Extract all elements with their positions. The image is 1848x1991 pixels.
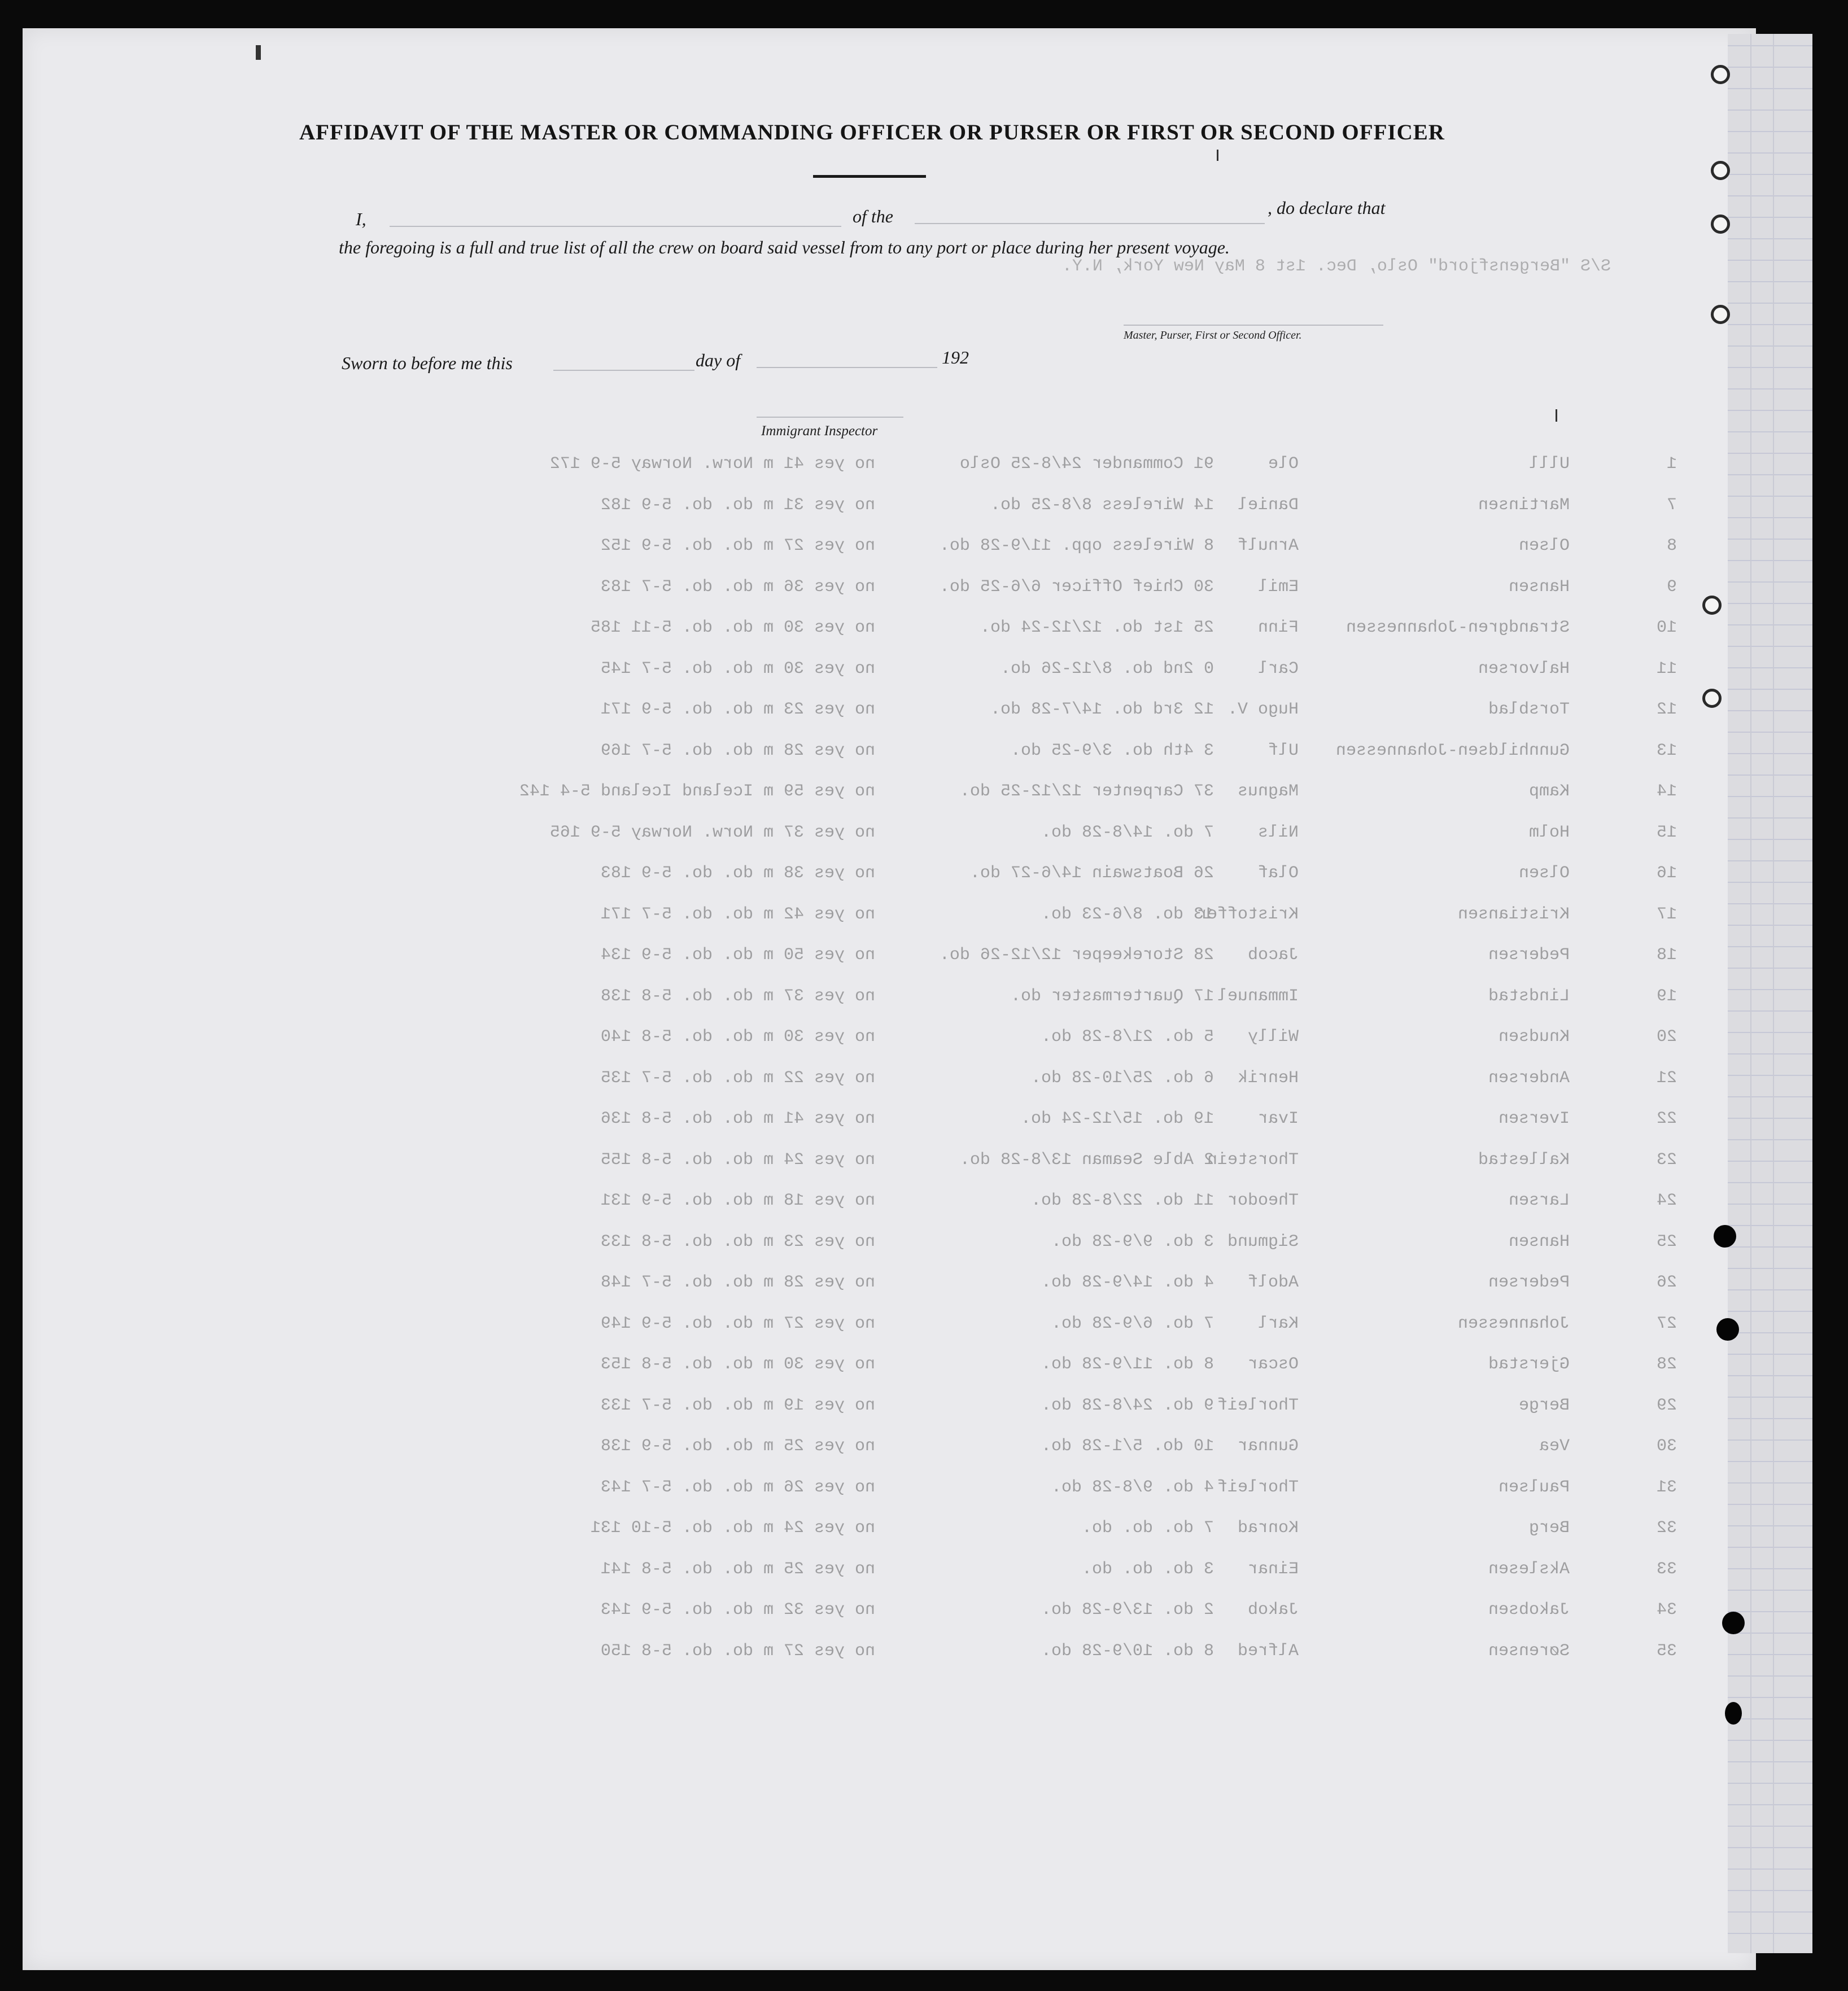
bleed-row-surname: Ulll [1528, 454, 1570, 474]
bleed-row-col: 25 1st do. 12/12-24 do. [980, 618, 1214, 637]
bleed-row-data: no yes 41 m Norw. Norway 5-9 172 [549, 454, 875, 474]
bleed-row-col: 4 do. 14/9-28 do. [1041, 1273, 1214, 1292]
punch-dot [1725, 1702, 1742, 1725]
inspector-caption: Immigrant Inspector [761, 423, 878, 439]
bleed-row-surname: Jakobsen [1488, 1600, 1570, 1620]
bleed-row-surname: Paulsen [1498, 1477, 1570, 1497]
bleed-row-data: no yes 22 m do. do. 5-7 135 [600, 1068, 875, 1088]
bleed-row-data: no yes 36 m do. do. 5-7 183 [600, 577, 875, 597]
bleed-row-col: 10 do. 5/1-28 do. [1041, 1437, 1214, 1456]
declare-label: , do declare that [1268, 198, 1386, 218]
bleed-row-col: 2 Able Seaman 13/8-28 do. [959, 1150, 1214, 1170]
year-prefix: 192 [942, 347, 969, 367]
bleed-row-no: 27 [1656, 1314, 1677, 1333]
bleed-row-no: 11 [1656, 659, 1677, 679]
bleed-row-no: 32 [1656, 1519, 1677, 1538]
bleed-row-data: no yes 30 m do. do. 5-7 145 [600, 659, 875, 679]
punch-dot [1716, 1318, 1739, 1341]
bleed-row-data: no yes 59 m Iceland Iceland 5-4 142 [519, 782, 875, 801]
bleed-row-given: Konrad [1237, 1519, 1299, 1538]
bleed-row-given: Jacob [1247, 946, 1299, 965]
bleed-row-given: Einar [1247, 1559, 1299, 1579]
bleed-row-data: no yes 30 m do. do. 5-8 140 [600, 1027, 875, 1047]
punch-dot [1714, 1225, 1736, 1248]
bleed-row-data: no yes 24 m do. do. 5-8 155 [600, 1150, 875, 1170]
bleed-row-data: no yes 26 m do. do. 5-7 143 [600, 1477, 875, 1497]
punch-hole [1711, 305, 1730, 324]
bleed-row-given: Oscar [1247, 1355, 1299, 1374]
bleed-row-given: Thorstein [1207, 1150, 1299, 1170]
bleed-row-data: no yes 25 m do. do. 5-9 138 [600, 1437, 875, 1456]
bleed-row-surname: Halvorsen [1478, 659, 1570, 679]
bleed-row-surname: Larsen [1508, 1191, 1570, 1210]
bleed-row-surname: Hansen [1508, 1232, 1570, 1252]
bleed-row-given: Gunnar [1237, 1437, 1299, 1456]
punch-dot [1722, 1612, 1745, 1634]
bleed-row-col: 28 Storekeeper 12/12-26 do. [939, 946, 1214, 965]
bleed-row-given: Theodor [1227, 1191, 1299, 1210]
bleed-row-no: 34 [1656, 1600, 1677, 1620]
bleed-row-given: Arnulf [1237, 536, 1299, 555]
punch-hole [1711, 215, 1730, 234]
bleed-row-no: 1 [1666, 454, 1677, 474]
bleed-row-given: Karl [1257, 1314, 1299, 1333]
bleed-row-data: no yes 37 m do. do. 5-8 138 [600, 986, 875, 1006]
bleed-row-col: 26 Boatswain 14/6-27 do. [969, 864, 1214, 883]
bleed-row-no: 30 [1656, 1437, 1677, 1456]
bleed-row-data: no yes 18 m do. do. 5-9 131 [600, 1191, 875, 1210]
bleed-row-given: Alfred [1237, 1641, 1299, 1661]
bleed-row-data: no yes 24 m do. do. 5-10 131 [590, 1519, 875, 1538]
bleed-row-data: no yes 23 m do. do. 5-8 133 [600, 1232, 875, 1252]
bleed-row-no: 26 [1656, 1273, 1677, 1292]
bleed-row-data: no yes 50 m do. do. 5-9 134 [600, 946, 875, 965]
bleed-row-no: 23 [1656, 1150, 1677, 1170]
bleed-row-given: Sigmund [1227, 1232, 1299, 1252]
bleed-row-data: no yes 32 m do. do. 5-9 143 [600, 1600, 875, 1620]
sworn-label: Sworn to before me this [342, 353, 513, 373]
bleed-row-given: Ulf [1268, 741, 1299, 760]
bleed-row-given: Jakob [1247, 1600, 1299, 1620]
bleed-row-no: 12 [1656, 700, 1677, 719]
bleed-header: S/S "Bergensfjord" Oslo, Dec. 1st 8 May New York, N.Y. [1061, 257, 1611, 276]
bleed-row-no: 17 [1656, 904, 1677, 924]
day-of-label: day of [696, 350, 741, 370]
bleed-row-no: 25 [1656, 1232, 1677, 1252]
bleed-row-surname: Olsen [1518, 536, 1570, 555]
bleed-row-no: 15 [1656, 822, 1677, 842]
bleed-row-no: 19 [1656, 986, 1677, 1006]
bleed-row-data: no yes 23 m do. do. 5-9 171 [600, 700, 875, 719]
bleed-row-no: 21 [1656, 1068, 1677, 1088]
bleed-row-surname: Kallestad [1478, 1150, 1570, 1170]
bleed-row-surname: Gjerstad [1488, 1355, 1570, 1374]
bleed-row-given: Thorleif [1217, 1395, 1299, 1415]
bleed-row-given: Emil [1257, 577, 1299, 597]
bleed-row-given: Kristoffer [1196, 904, 1299, 924]
bleed-row-data: no yes 19 m do. do. 5-7 133 [600, 1395, 875, 1415]
bleed-row-col: 37 Carpenter 12/12-25 do. [959, 782, 1214, 801]
bleed-row-no: 7 [1666, 495, 1677, 515]
i-label: I, [356, 209, 366, 229]
bleed-row-col: 5 do. 21/8-28 do. [1041, 1027, 1214, 1047]
punch-hole [1711, 161, 1730, 180]
signer-caption: Master, Purser, First or Second Officer. [1124, 329, 1302, 342]
bleed-row-col: 6 do. 25/10-28 do. [1030, 1068, 1214, 1088]
bleed-row-surname: Iversen [1498, 1109, 1570, 1128]
bleed-row-given: Ole [1268, 454, 1299, 474]
bleed-row-col: 8 Wireless opp. 11/9-28 do. [939, 536, 1214, 555]
bleed-row-given: Carl [1257, 659, 1299, 679]
bleed-row-surname: Kamp [1528, 782, 1570, 801]
bleed-row-data: no yes 28 m do. do. 5-7 169 [600, 741, 875, 760]
bleed-row-surname: Kristiansen [1457, 904, 1570, 924]
bleed-row-no: 8 [1666, 536, 1677, 555]
bleed-row-given: Nils [1257, 822, 1299, 842]
bleed-row-no: 29 [1656, 1395, 1677, 1415]
bleed-row-data: no yes 38 m do. do. 5-9 183 [600, 864, 875, 883]
bleed-row-col: 13 do. 8/6-23 do. [1041, 904, 1214, 924]
bleed-row-data: no yes 30 m do. do. 5-8 153 [600, 1355, 875, 1374]
ink-mark [256, 45, 261, 60]
bleed-row-data: no yes 42 m do. do. 5-7 171 [600, 904, 875, 924]
bleed-row-no: 35 [1656, 1641, 1677, 1661]
bleed-row-surname: Johannessen [1457, 1314, 1570, 1333]
bleed-row-surname: Pedersen [1488, 946, 1570, 965]
bleed-row-no: 14 [1656, 782, 1677, 801]
bleed-row-no: 20 [1656, 1027, 1677, 1047]
bleed-row-no: 33 [1656, 1559, 1677, 1579]
bleed-row-col: 3 do. do. do. [1081, 1559, 1214, 1579]
bleed-row-col: 7 do. 6/9-28 do. [1051, 1314, 1214, 1333]
bleed-row-surname: Lindstad [1488, 986, 1570, 1006]
bleed-row-surname: Strandgren-Johannessen [1345, 618, 1570, 637]
bleed-row-no: 13 [1656, 741, 1677, 760]
bleed-row-col: 91 Commander 24/8-25 Oslo [959, 454, 1214, 474]
bleed-row-given: Hugo V. [1227, 700, 1299, 719]
bleed-row-surname: Sørensen [1488, 1641, 1570, 1661]
ink-mark [1556, 409, 1557, 422]
bleed-row-no: 31 [1656, 1477, 1677, 1497]
bleed-row-col: 30 Chief Officer 6/6-25 do. [939, 577, 1214, 597]
affidavit-title: AFFIDAVIT OF THE MASTER OR COMMANDING OFFICER OR PURSER OR FIRST OR SECOND OFFICER [299, 120, 1445, 145]
bleed-row-col: 0 2nd do. 8/12-26 do. [1000, 659, 1214, 679]
bleed-row-data: no yes 28 m do. do. 5-7 148 [600, 1273, 875, 1292]
of-the-label: of the [853, 206, 893, 226]
bleed-row-data: no yes 31 m do. do. 5-9 182 [600, 495, 875, 515]
bleed-row-no: 9 [1666, 577, 1677, 597]
bleed-row-given: Immanuel [1217, 986, 1299, 1006]
bleed-row-no: 16 [1656, 864, 1677, 883]
bleed-row-given: Adolf [1247, 1273, 1299, 1292]
bleed-row-given: Willy [1247, 1027, 1299, 1047]
ink-mark [1217, 150, 1218, 161]
bleed-row-data: no yes 27 m do. do. 5-8 150 [600, 1641, 875, 1661]
bleed-row-no: 24 [1656, 1191, 1677, 1210]
bleed-row-col: 8 do. 10/9-28 do. [1041, 1641, 1214, 1661]
bleed-row-col: 3 do. 9/9-28 do. [1051, 1232, 1214, 1252]
bleed-row-given: Finn [1257, 618, 1299, 637]
bleed-row-surname: Akslesen [1488, 1559, 1570, 1579]
bleed-row-data: no yes 27 m do. do. 5-9 149 [600, 1314, 875, 1333]
bleed-row-col: 2 do. 13/9-28 do. [1041, 1600, 1214, 1620]
bleed-row-col: 3 4th do. 3/9-25 do. [1010, 741, 1214, 760]
bleed-row-data: no yes 25 m do. do. 5-8 141 [600, 1559, 875, 1579]
bleed-row-surname: Andersen [1488, 1068, 1570, 1088]
bleed-row-given: Ivar [1257, 1109, 1299, 1128]
bleed-row-col: 7 do. 14/8-28 do. [1041, 822, 1214, 842]
bleed-row-col: 17 Quartermaster do. [1010, 986, 1214, 1006]
bleed-row-surname: Martinsen [1478, 495, 1570, 515]
bleed-row-surname: Gunnhildsen-Johannessen [1335, 741, 1570, 760]
bleed-row-no: 18 [1656, 946, 1677, 965]
bleed-row-no: 28 [1656, 1355, 1677, 1374]
bleed-row-no: 22 [1656, 1109, 1677, 1128]
bleed-row-data: no yes 27 m do. do. 5-9 152 [600, 536, 875, 555]
bleed-row-col: 9 do. 24/8-28 do. [1041, 1395, 1214, 1415]
punch-hole [1702, 596, 1722, 615]
bleed-row-surname: Olsen [1518, 864, 1570, 883]
bleed-row-surname: Knudsen [1498, 1027, 1570, 1047]
punch-hole [1702, 689, 1722, 708]
bleed-row-surname: Hansen [1508, 577, 1570, 597]
bleed-row-surname: Berg [1528, 1519, 1570, 1538]
bleed-row-surname: Pedersen [1488, 1273, 1570, 1292]
bleed-row-surname: Berge [1518, 1395, 1570, 1415]
bleed-row-col: 7 do. do. do. [1081, 1519, 1214, 1538]
punch-hole [1711, 65, 1730, 84]
bleed-row-col: 12 3rd do. 14/7-28 do. [990, 700, 1214, 719]
bleed-row-surname: Torsblad [1488, 700, 1570, 719]
bleed-row-given: Magnus [1237, 782, 1299, 801]
bleed-row-given: Daniel [1237, 495, 1299, 515]
bleed-row-given: Henrik [1237, 1068, 1299, 1088]
bleed-row-col: 14 Wireless 8/8-25 do. [990, 495, 1214, 515]
bleed-row-surname: Holm [1528, 822, 1570, 842]
bleed-row-col: 4 do. 9/8-28 do. [1051, 1477, 1214, 1497]
bleed-row-col: 11 do. 22/8-28 do. [1030, 1191, 1214, 1210]
bleed-row-given: Olaf [1257, 864, 1299, 883]
bleed-row-col: 19 do. 15/12-24 do. [1020, 1109, 1214, 1128]
bleed-row-data: no yes 37 m Norw. Norway 5-9 165 [549, 822, 875, 842]
bleed-row-no: 10 [1656, 618, 1677, 637]
bleed-row-surname: Vea [1539, 1437, 1570, 1456]
bleed-row-col: 8 do. 11/9-28 do. [1041, 1355, 1214, 1374]
bleed-row-given: Thorleif [1217, 1477, 1299, 1497]
bleed-row-data: no yes 41 m do. do. 5-8 136 [600, 1109, 875, 1128]
bleed-row-data: no yes 30 m do. do. 5-11 185 [590, 618, 875, 637]
statement-text: the foregoing is a full and true list of all the crew on board said vessel from to any port or place during her present voyage. [339, 237, 1230, 257]
